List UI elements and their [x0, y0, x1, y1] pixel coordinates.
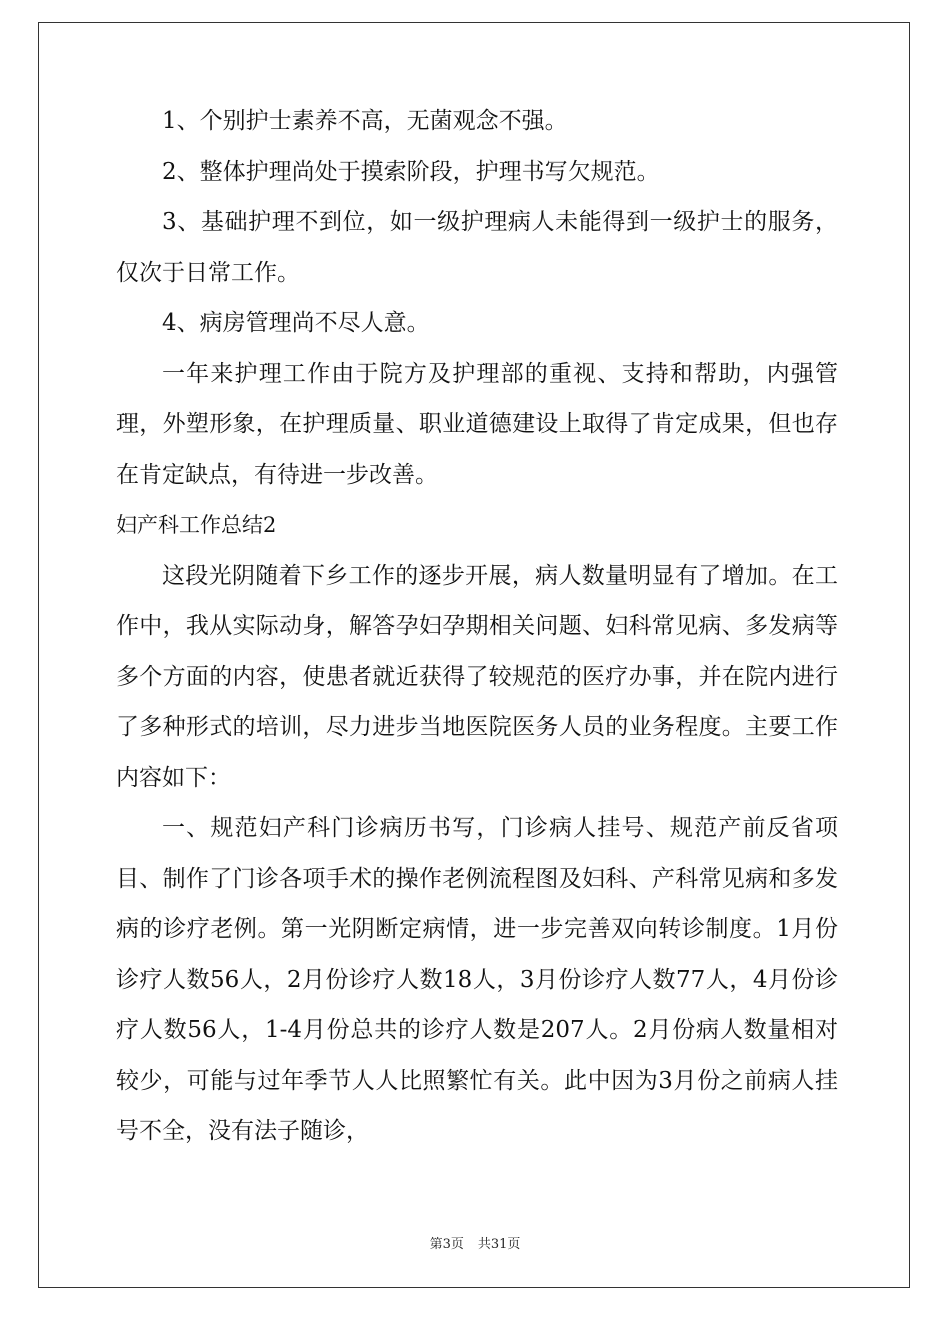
paragraph-issue-2: 2、整体护理尚处于摸索阶段，护理书写欠规范。 [162, 158, 660, 185]
paragraph-issue-4: 4、病房管理尚不尽人意。 [162, 310, 430, 336]
paragraph-section-intro: 这段光阴随着下乡工作的逐步开展，病人数量明显有了增加。在工作中，我从实际动身，解答孕妇孕期相关问题、妇科常见病、多发病等多个方面的内容，使患者就近获得了较规范的医疗办事，并在院内进行了多种形式的培训，尽力进步当地医院医务人员的业务程度。主要工作内容如下： [116, 562, 838, 791]
page-footer [0, 1233, 950, 1252]
paragraph-summary: 一年来护理工作由于院方及护理部的重视、支持和帮助，内强管理，外塑形象，在护理质量、职业道德建设上取得了肯定成果，但也存在肯定缺点，有待进一步改善。 [116, 360, 838, 488]
paragraph-issue-1: 1、个别护士素养不高，无菌观念不强。 [162, 108, 568, 134]
page-number: 第3页 [429, 1237, 464, 1252]
section-heading: 妇产科工作总结2 [116, 513, 277, 537]
paragraph-section-item-1: 一、规范妇产科门诊病历书写，门诊病人挂号、规范产前反省项目、制作了门诊各项手术的操作老例流程图及妇科、产科常见病和多发病的诊疗老例。第一光阴断定病情，进一步完善双向转诊制度。1月份诊疗人数56人，2月份诊疗人数18人，3月份诊疗人数77人，4月份诊疗人数56人，1-4月份总共的诊疗人数是207人。2月份病人数量相对较少，可能与过年季节人人比照繁忙有关。此中因为3月份之前病人挂号不全，没有法子随诊， [116, 815, 838, 1144]
page-total: 共31页 [477, 1237, 521, 1252]
paragraph-issue-3: 3、基础护理不到位，如一级护理病人未能得到一级护士的服务，仅次于日常工作。 [116, 209, 838, 286]
document-body [116, 96, 838, 1157]
